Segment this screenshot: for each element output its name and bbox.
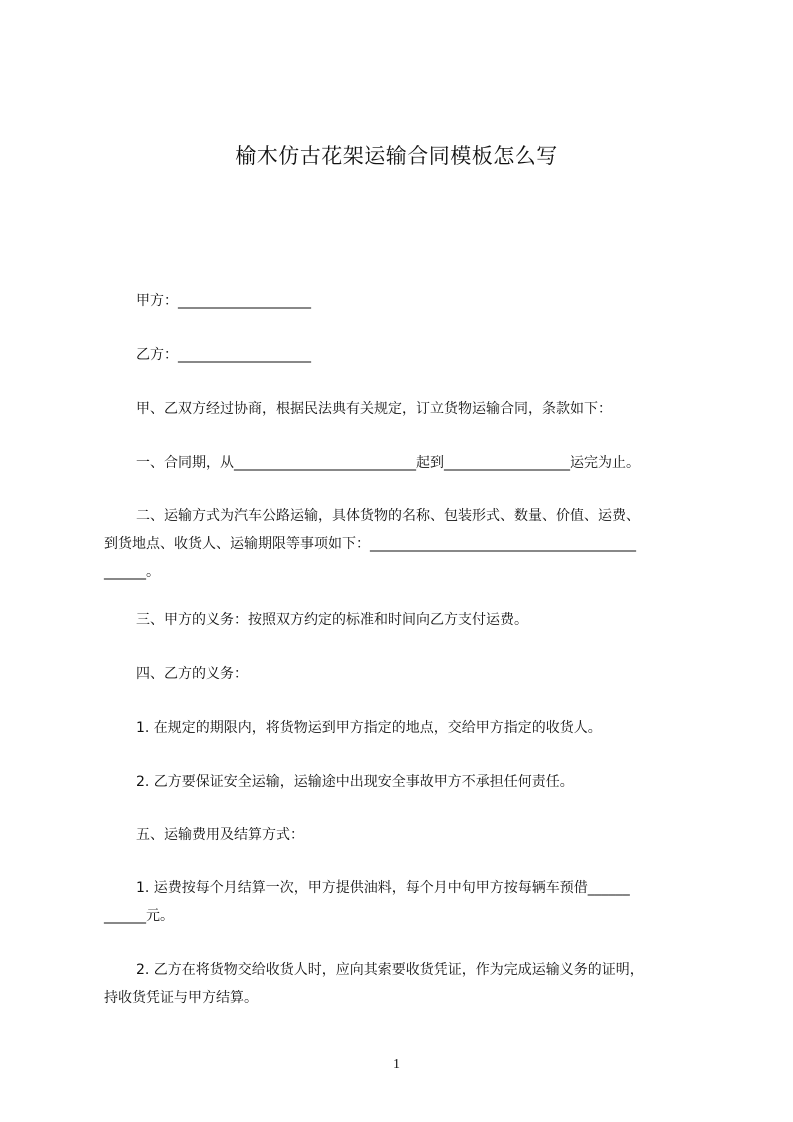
clause-3-party-a-obligations: 三、甲方的义务：按照双方约定的标准和时间向乙方支付运费。 [136, 612, 528, 628]
clause-4-item-2: 2. 乙方要保证安全运输，运输途中出现安全事故甲方不承担任何责任。 [136, 774, 574, 790]
clause-1-contract-period: 一、合同期，从__________________________起到__________________运完为止。 [136, 455, 640, 471]
clause-5-heading: 五、运输费用及结算方式： [136, 827, 304, 843]
preamble-paragraph: 甲、乙双方经过协商，根据民法典有关规定，订立货物运输合同，条款如下： [136, 401, 612, 417]
page-number: 1 [393, 1057, 400, 1072]
clause-2-line-2: 到货地点、收货人、运输期限等事项如下：______________________________________ [104, 536, 636, 552]
clause-5-item-1-line-2: ______元。 [104, 908, 174, 924]
clause-5-item-1-line-1: 1. 运费按每个月结算一次，甲方提供油料，每个月中旬甲方按每辆车预借______ [136, 880, 630, 896]
clause-5-item-2-line-1: 2. 乙方在将货物交给收货人时，应向其索要收货凭证，作为完成运输义务的证明， [136, 962, 644, 978]
clause-4-heading: 四、乙方的义务： [136, 666, 248, 682]
clause-2-line-1: 二、运输方式为汽车公路运输，具体货物的名称、包装形式、数量、价值、运费、 [136, 508, 640, 524]
document-title: 榆木仿古花架运输合同模板怎么写 [235, 144, 558, 168]
clause-2-line-3: ______。 [104, 564, 160, 580]
party-a-line: 甲方：___________________ [136, 293, 311, 309]
clause-5-item-2-line-2: 持收货凭证与甲方结算。 [104, 990, 258, 1006]
party-b-line: 乙方：___________________ [136, 347, 311, 363]
clause-4-item-1: 1. 在规定的期限内，将货物运到甲方指定的地点，交给甲方指定的收货人。 [136, 720, 602, 736]
